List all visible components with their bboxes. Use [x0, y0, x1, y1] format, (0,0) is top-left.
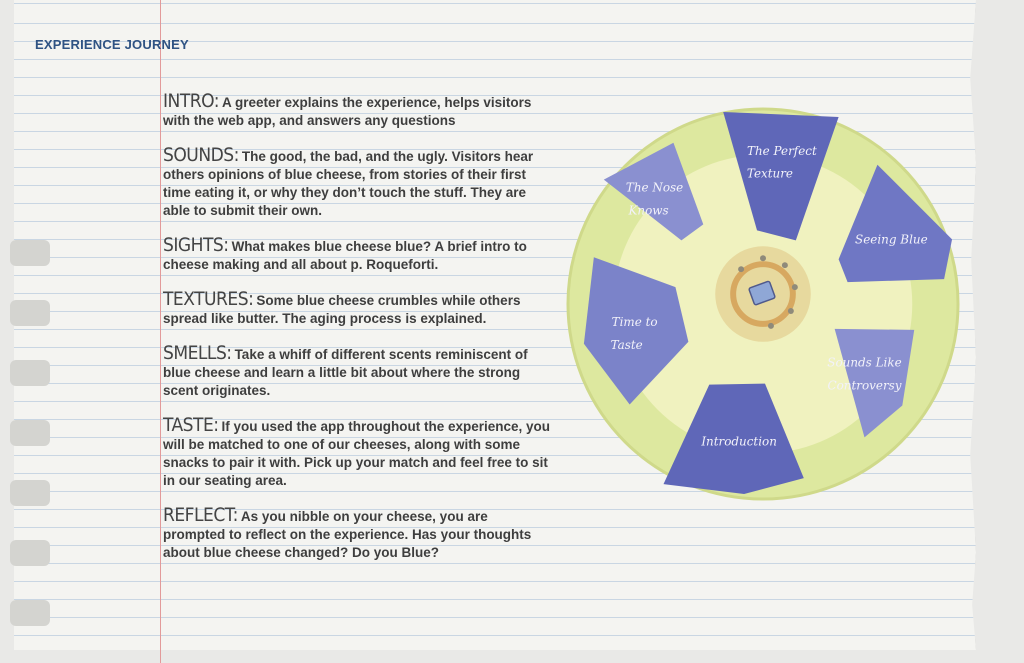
segment-label: Sounds Like: [827, 355, 902, 370]
experience-wheel-diagram: [564, 105, 962, 503]
binding-hole: [10, 360, 50, 386]
step-sights: [163, 236, 553, 274]
step-sounds: [163, 146, 553, 220]
step-smells: [163, 344, 553, 400]
binding-hole: [10, 240, 50, 266]
step-label: REFLECT:: [163, 504, 238, 526]
step-text: As you nibble on your cheese, you are prompted to reflect on the experience. Has your thoughts about blue cheese changed? Do you Blue?: [163, 509, 532, 560]
margin-line: [160, 0, 161, 663]
segment-label: Controversy: [827, 378, 902, 393]
step-label: SOUNDS:: [163, 144, 239, 166]
step-label: INTRO:: [163, 90, 220, 112]
step-taste: [163, 416, 553, 490]
step-textures: [163, 290, 553, 328]
binding-hole: [10, 540, 50, 566]
segment-label: Texture: [746, 166, 794, 181]
stool-icon: [768, 323, 774, 329]
segment-label: Seeing Blue: [855, 232, 928, 247]
step-reflect: [163, 506, 553, 562]
step-text: A greeter explains the experience, helps visitors with the web app, and answers any questions: [163, 95, 532, 128]
stool-icon: [760, 255, 766, 261]
stool-icon: [782, 262, 788, 268]
step-label: SMELLS:: [163, 342, 232, 364]
step-text: The good, the bad, and the ugly. Visitors hear others opinions of blue cheese, from stories of their first time eating it, or why they don’t touch the stuff. They are able to submit their own.: [163, 149, 534, 218]
segment-label: Taste: [610, 337, 643, 352]
binding-hole: [10, 600, 50, 626]
stool-icon: [792, 284, 798, 290]
step-text: If you used the app throughout the experience, you will be matched to one of our cheeses, along with some snacks to pair it with. Pick up your match and feel free to sit in our seating area.: [163, 419, 551, 488]
segment-label: Knows: [628, 203, 669, 218]
binding-hole: [10, 300, 50, 326]
segment-label: Time to: [611, 314, 658, 329]
step-intro: [163, 92, 553, 130]
wheel-hub: [715, 246, 811, 342]
page-title: EXPERIENCE JOURNEY: [35, 37, 189, 52]
stool-icon: [738, 266, 744, 272]
binding-hole: [10, 480, 50, 506]
step-text: What makes blue cheese blue? A brief intro to cheese making and all about p. Roqueforti.: [163, 239, 527, 272]
segment-label: Introduction: [701, 434, 777, 449]
step-text: Take a whiff of different scents reminiscent of blue cheese and learn a little bit about where the strong scent originates.: [163, 347, 528, 398]
torn-binding-edge: [0, 230, 64, 650]
segment-label: The Nose: [625, 180, 684, 195]
step-label: TEXTURES:: [163, 288, 254, 310]
step-label: TASTE:: [163, 414, 219, 436]
binding-hole: [10, 420, 50, 446]
stool-icon: [788, 308, 794, 314]
step-text: Some blue cheese crumbles while others spread like butter. The aging process is explained.: [163, 293, 521, 326]
step-label: SIGHTS:: [163, 234, 229, 256]
segment-label: The Perfect: [747, 143, 817, 158]
